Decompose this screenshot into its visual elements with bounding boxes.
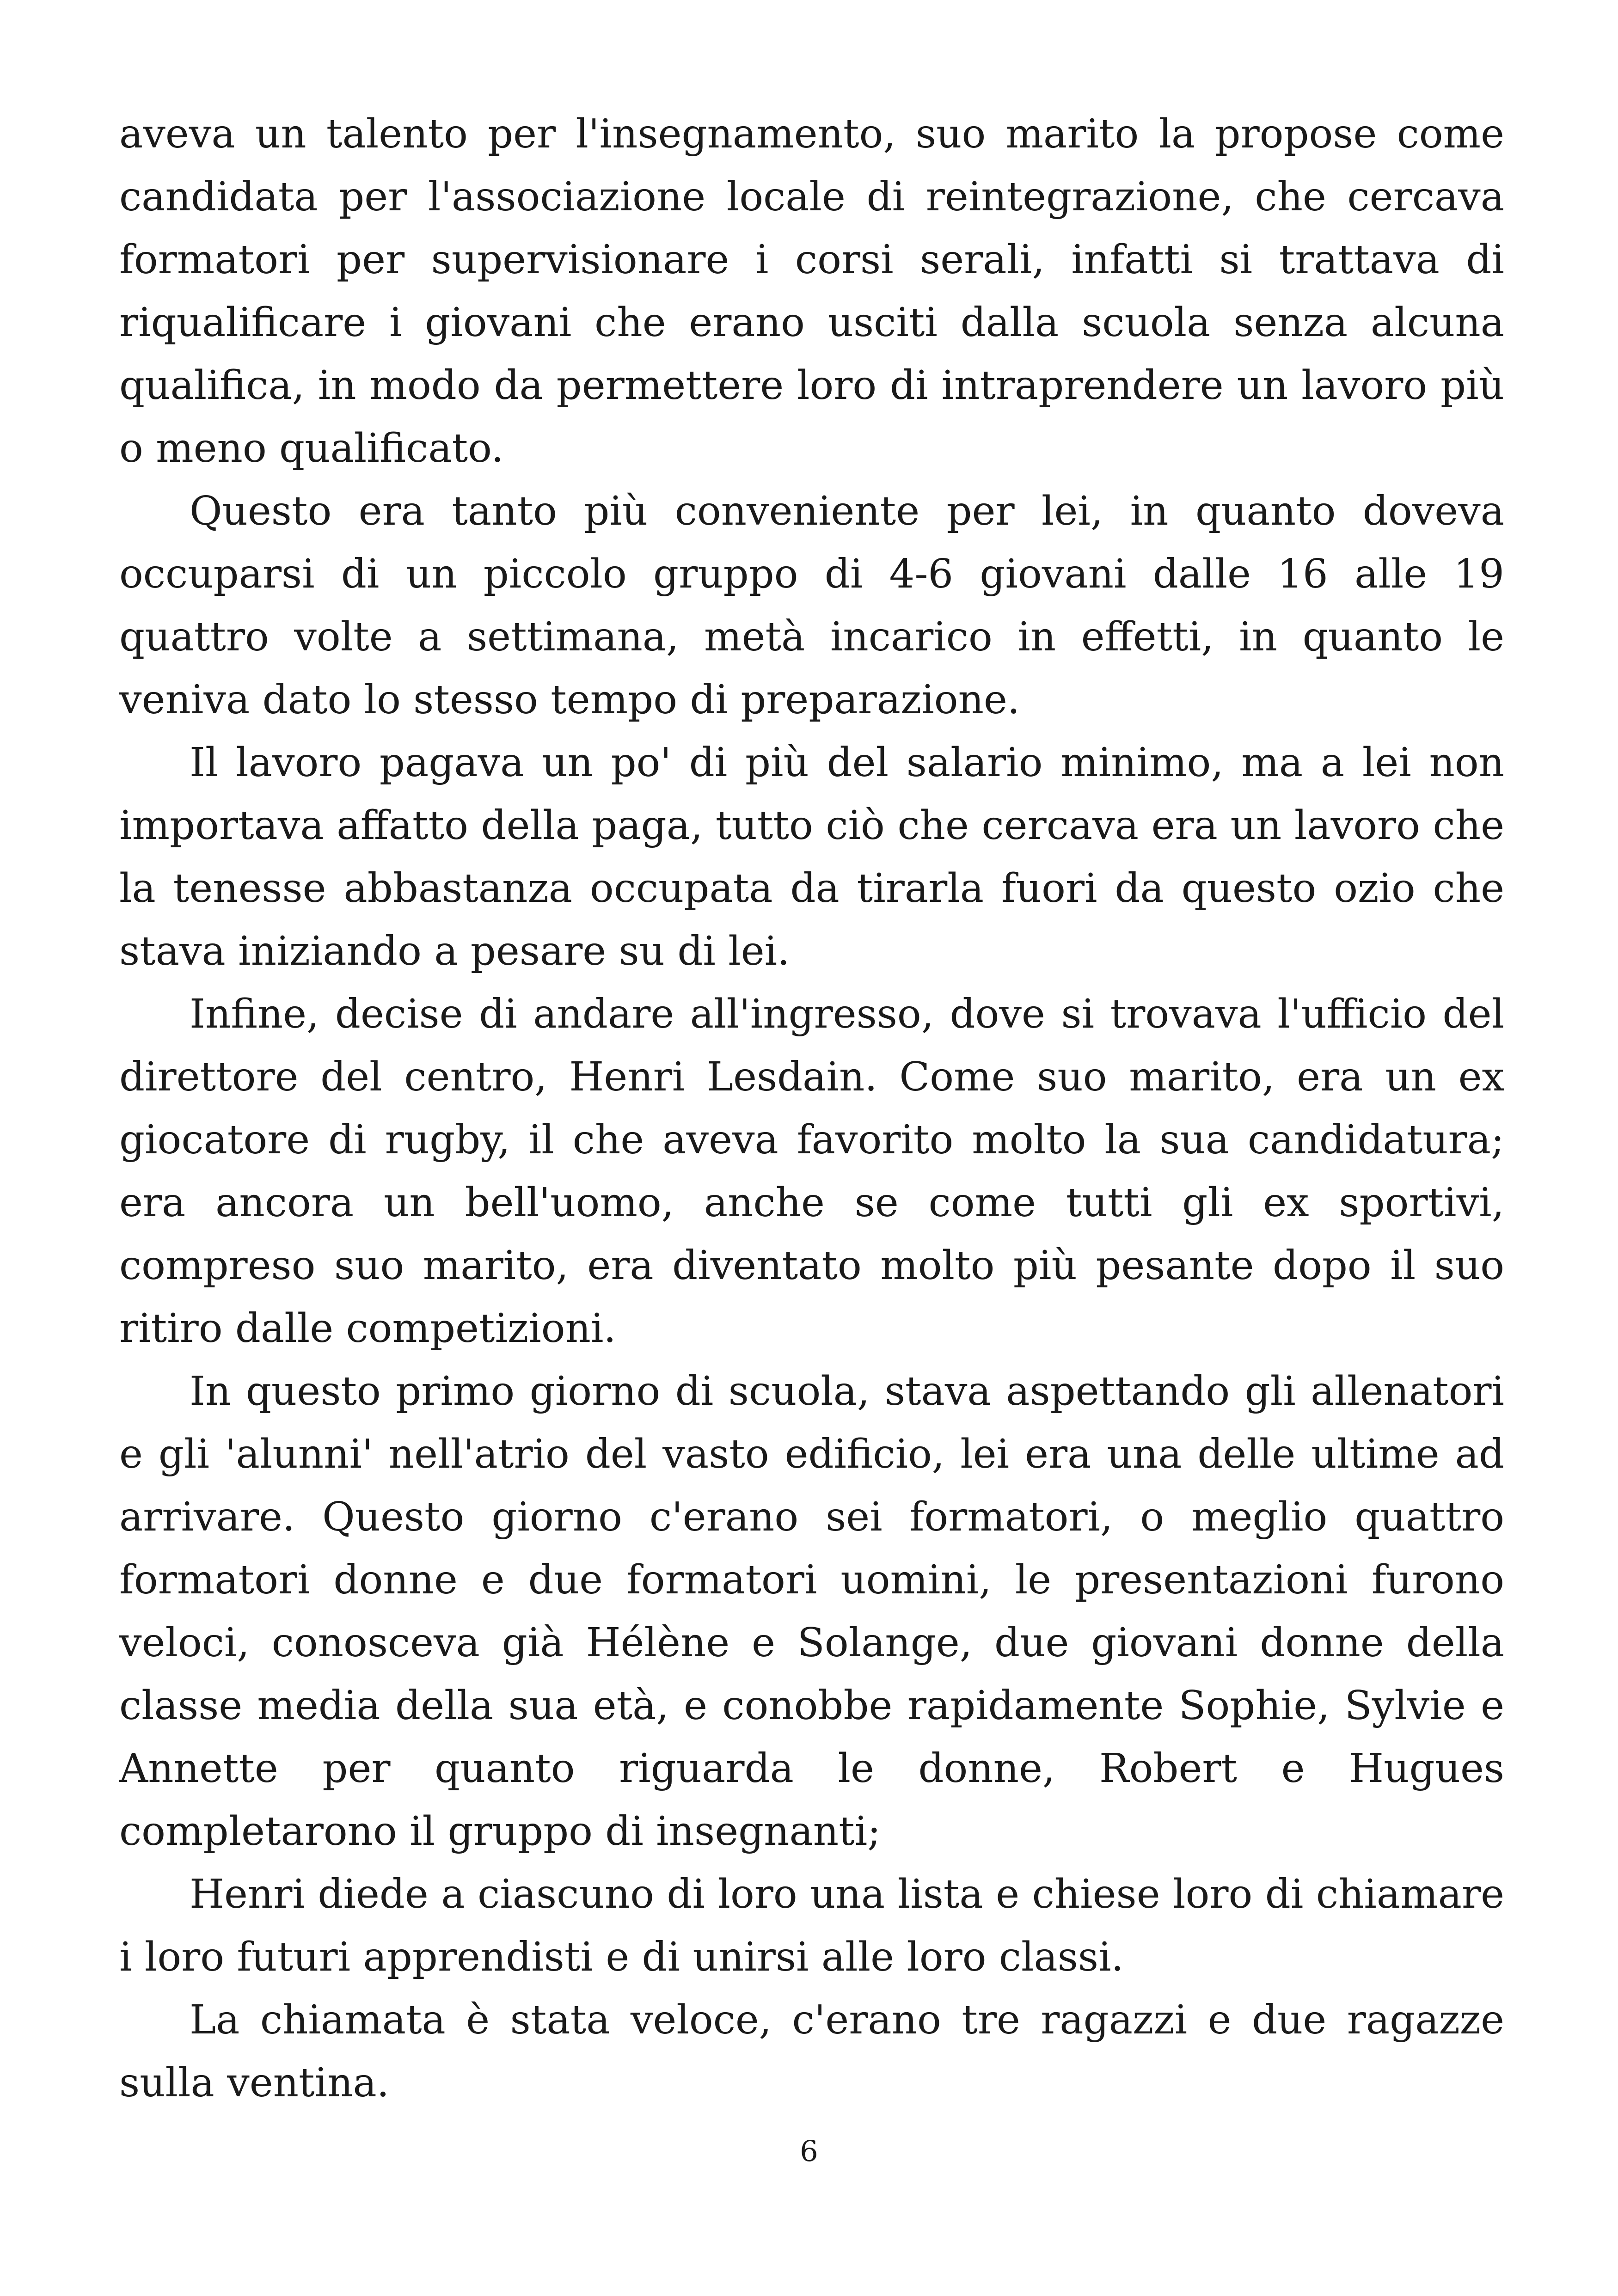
paragraph-2: Questo era tanto più conveniente per lei, in quanto doveva occuparsi di un piccolo gruppo di 4-6 giovani dalle 16 alle 19 quattro volte a settimana, metà incarico in effetti, in quanto le veniva dato lo stesso tempo di preparazione. [119, 488, 1504, 723]
page-number: 6 [800, 2134, 818, 2168]
paragraph-6: Henri diede a ciascuno di loro una lista e chiese loro di chiamare i loro futuri apprendisti e di unirsi alle loro classi. [119, 1871, 1504, 1980]
paragraph-7: La chiamata è stata veloce, c'erano tre ragazzi e due ragazze sulla ventina. [119, 1997, 1504, 2106]
page-body-text [119, 103, 1504, 2114]
paragraph-3: Il lavoro pagava un po' di più del salario minimo, ma a lei non importava affatto della paga, tutto ciò che cercava era un lavoro che la tenesse abbastanza occupata da tirarla fuori da questo ozio che stava iniziando a pesare su di lei. [119, 740, 1504, 974]
paragraph-4: Infine, decise di andare all'ingresso, dove si trovava l'ufficio del direttore del centro, Henri Lesdain. Come suo marito, era un ex giocatore di rugby, il che aveva favorito molto la sua candidatura; era ancora un bell'uomo, anche se come tutti gli ex sportivi, compreso suo marito, era diventato molto più pesante dopo il suo ritiro dalle competizioni. [119, 991, 1504, 1352]
paragraph-5: In questo primo giorno di scuola, stava aspettando gli allenatori e gli 'alunni' nell'atrio del vasto edificio, lei era una delle ultime ad arrivare. Questo giorno c'erano sei formatori, o meglio quattro formatori donne e due formatori uomini, le presentazioni furono veloci, conosceva già Hélène e Solange, due giovani donne della classe media della sua età, e conobbe rapidamente Sophie, Sylvie e Annette per quanto riguarda le donne, Robert e Hugues completarono il gruppo di insegnanti; [119, 1368, 1504, 1855]
paragraph-1: aveva un talento per l'insegnamento, suo marito la propose come candidata per l'associazione locale di reintegrazione, che cercava formatori per supervisionare i corsi serali, infatti si trattava di riqualificare i giovani che erano usciti dalla scuola senza alcuna qualifica, in modo da permettere loro di intraprendere un lavoro più o meno qualificato. [119, 111, 1504, 471]
